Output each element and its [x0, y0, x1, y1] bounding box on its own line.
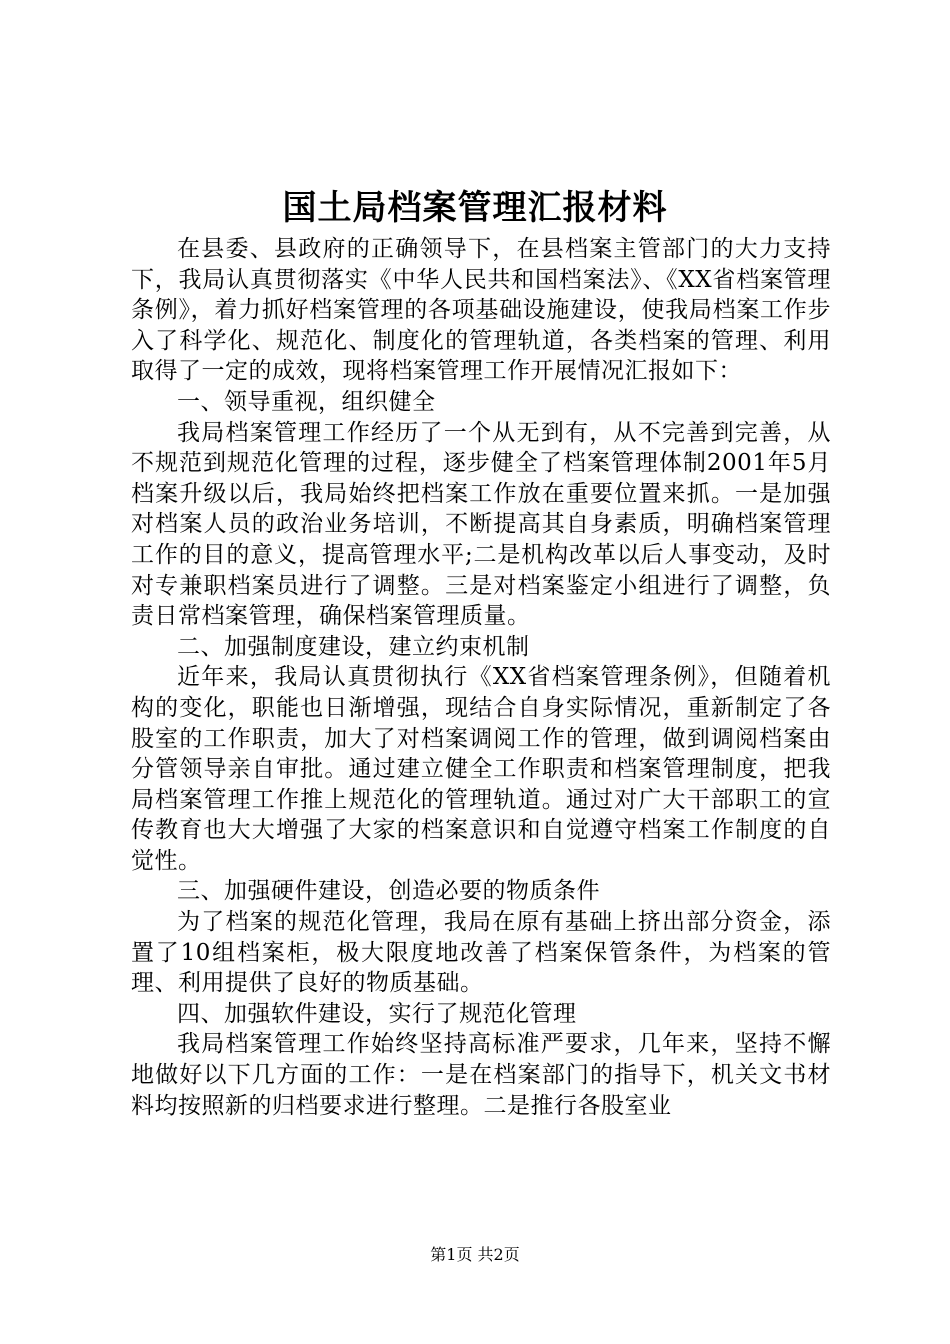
page-footer: 第1页 共2页: [430, 1245, 520, 1264]
section-heading-3: 三、加强硬件建设，创造必要的物质条件: [177, 878, 600, 905]
section-body-3: 为了档案的规范化管理，我局在原有基础上挤出部分资金，添置了10组档案柜，极大限度地改善了档案保管条件，为档案的管理、利用提供了良好的物质基础。: [131, 909, 831, 997]
section-heading-4: 四、加强软件建设，实行了规范化管理: [177, 1000, 577, 1027]
section-body-4: 我局档案管理工作始终坚持高标准严要求，几年来，坚持不懈地做好以下几方面的工作：一是在档案部门的指导下，机关文书材料均按照新的归档要求进行整理。二是推行各股室业: [131, 1031, 831, 1119]
intro-paragraph: 在县委、县政府的正确领导下，在县档案主管部门的大力支持下，我局认真贯彻落实《中华人民共和国档案法》、《XX省档案管理条例》，着力抓好档案管理的各项基础设施建设，使我局档案工作步入了科学化、规范化、制度化的管理轨道，各类档案的管理、利用取得了一定的成效，现将档案管理工作开展情况汇报如下：: [131, 236, 831, 385]
document-body: [131, 234, 831, 1121]
section-heading-1: 一、领导重视，组织健全: [177, 388, 436, 415]
page-title: 国土局档案管理汇报材料: [282, 188, 668, 228]
section-body-2: 近年来，我局认真贯彻执行《XX省档案管理条例》，但随着机构的变化，职能也日渐增强，现结合自身实际情况，重新制定了各股室的工作职责，加大了对档案调阅工作的管理，做到调阅档案由分管领导亲自审批。通过建立健全工作职责和档案管理制度，把我局档案管理工作推上规范化的管理轨道。通过对广大干部职工的宣传教育也大大增强了大家的档案意识和自觉遵守档案工作制度的自觉性。: [131, 664, 831, 874]
section-body-1: 我局档案管理工作经历了一个从无到有，从不完善到完善，从不规范到规范化管理的过程，逐步健全了档案管理体制2001年5月档案升级以后，我局始终把档案工作放在重要位置来抓。一是加强对档案人员的政治业务培训，不断提高其自身素质，明确档案管理工作的目的意义，提高管理水平;二是机构改革以后人事变动，及时对专兼职档案员进行了调整。三是对档案鉴定小组进行了调整，负责日常档案管理，确保档案管理质量。: [131, 419, 831, 630]
section-heading-2: 二、加强制度建设，建立约束机制: [177, 633, 530, 660]
